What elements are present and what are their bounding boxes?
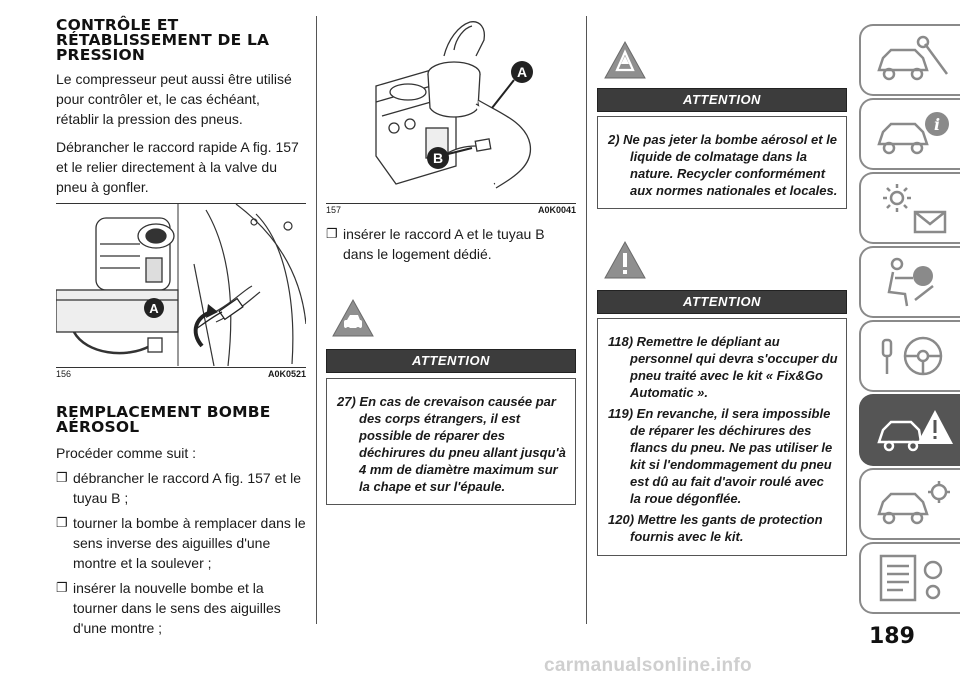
car-warning-icon <box>875 404 955 458</box>
figure-157 <box>326 16 576 215</box>
figure-caption <box>326 204 576 218</box>
svg-text:i: i <box>933 115 941 134</box>
tab-car-service[interactable] <box>859 468 960 540</box>
figure-number: 157 <box>326 205 342 215</box>
warning-title-bar: ATTENTION <box>326 349 576 373</box>
figure-caption <box>56 368 306 382</box>
paragraph: Procéder comme suit : <box>56 445 197 461</box>
tab-key-steering[interactable] <box>859 320 960 392</box>
recycle-warning-icon <box>603 40 647 80</box>
paragraph: Débrancher le raccord rapide A fig. 157 et le relier directement à la valve du pneu à gonfler. <box>56 139 299 195</box>
warning-box <box>326 378 576 505</box>
warning-title-bar: ATTENTION <box>597 88 847 112</box>
list-item: ❐ insérer le raccord A et le tuyau B dans le logement dédié. <box>326 226 545 262</box>
section-heading-replace: REMPLACEMENT BOMBE AÉROSOL <box>56 403 271 436</box>
warning-title-bar: ATTENTION <box>597 290 847 314</box>
figure-code: A0K0521 <box>267 369 306 379</box>
exclamation-warning-icon <box>603 240 647 280</box>
settings-list-icon <box>875 552 955 606</box>
warning-item: 120) Mettre les gants de protection fournis avec le kit. <box>608 512 823 544</box>
callout-a: A <box>516 64 528 80</box>
column-divider <box>586 16 587 624</box>
checkbox-bullet-icon: ❐ <box>326 226 338 241</box>
tab-airbag-seat[interactable] <box>859 246 960 318</box>
key-steering-icon <box>875 330 955 384</box>
car-wrench-icon <box>875 34 955 88</box>
watermark: carmanualsonline.info <box>544 655 752 676</box>
figure-156 <box>56 203 306 379</box>
checkbox-bullet-icon: ❐ <box>56 470 68 485</box>
compressor-valve-illustration <box>56 204 306 366</box>
figure-code: A0K0041 <box>537 205 576 215</box>
page-number: 189 <box>869 624 915 649</box>
column-2-text <box>326 219 576 264</box>
column-1 <box>56 0 306 197</box>
checkbox-bullet-icon: ❐ <box>56 580 68 595</box>
car-info-icon <box>875 108 955 162</box>
airbag-seat-icon <box>875 256 955 310</box>
car-service-icon <box>875 478 955 532</box>
tab-dashboard-lights[interactable] <box>859 172 960 244</box>
section-heading-pressure: CONTRÔLE ET RÉTABLISSEMENT DE LA PRESSION <box>56 16 270 64</box>
tab-car-info[interactable] <box>859 98 960 170</box>
column-divider <box>316 16 317 624</box>
tab-car-warning[interactable] <box>859 394 960 466</box>
warning-item: 2) Ne pas jeter la bombe aérosol et le liquide de colmatage dans la nature. Recycler conformément aux normes nationales et locales. <box>608 132 838 198</box>
callout-a: A <box>149 301 159 316</box>
warning-box <box>597 116 847 209</box>
step-list <box>56 468 306 638</box>
paragraph: Le compresseur peut aussi être utilisé pour contrôler et, le cas échéant, rétablir la pression des pneus. <box>56 71 292 127</box>
list-item: ❐ tourner la bombe à remplacer dans le sens inverse des aiguilles d'une montre et la soulever ; <box>56 515 306 571</box>
list-item: ❐ débrancher le raccord A fig. 157 et le tuyau B ; <box>56 470 302 506</box>
tab-car-wrench[interactable] <box>859 24 960 96</box>
step-list <box>326 224 576 264</box>
column-1-lower <box>56 405 306 638</box>
callout-b: B <box>432 150 444 166</box>
warning-item: 118) Remettre le dépliant au personnel qui devra s'occuper du pneu traité avec le kit « Fix&Go Automatic ». <box>608 334 838 400</box>
warning-item: 119) En revanche, il sera impossible de réparer les déchirures des flancs du pneu. Ne pas utiliser le kit si l'endommagement du pneu est dû au fait d'avoir roulé avec la roue dégonflée. <box>608 406 833 506</box>
checkbox-bullet-icon: ❐ <box>56 515 68 530</box>
tab-settings-list[interactable] <box>859 542 960 614</box>
compressor-hose-illustration <box>326 16 576 202</box>
dashboard-lights-icon <box>875 182 955 236</box>
list-item: ❐ insérer la nouvelle bombe et la tourner dans le sens des aiguilles d'une montre ; <box>56 580 281 636</box>
warning-box <box>597 318 847 556</box>
car-skid-warning-icon <box>331 298 375 338</box>
figure-number: 156 <box>56 369 72 379</box>
warning-item: 27) En cas de crevaison causée par des corps étrangers, il est possible de réparer des déchirures du pneu allant jusqu'à 4 mm de diamètre maximum sur la chape et sur l'épaule. <box>337 394 566 494</box>
